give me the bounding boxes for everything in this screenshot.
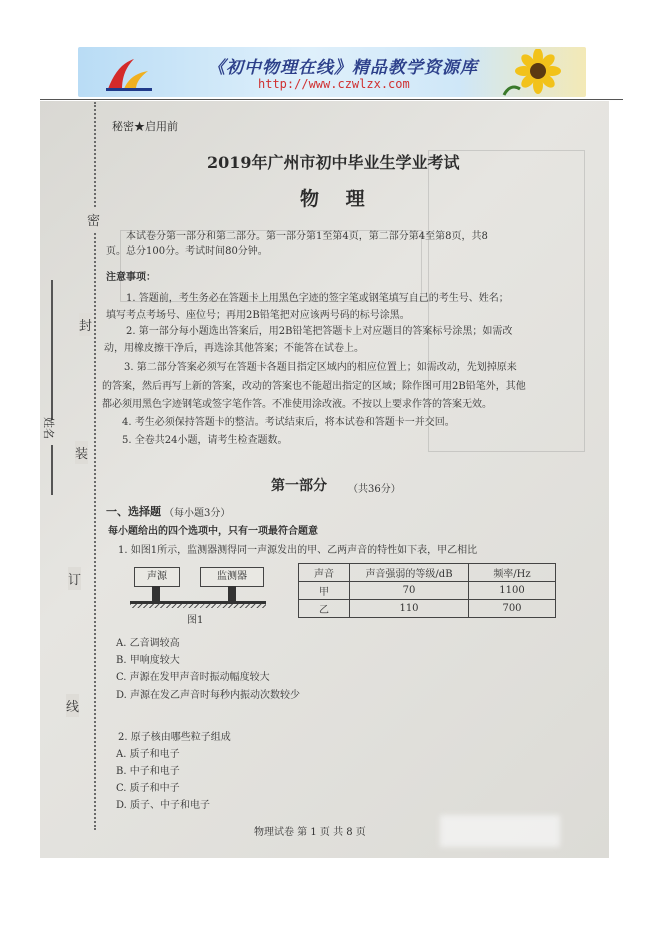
figure-monitor-box: 监测器 [200, 567, 264, 587]
table-header-cell: 声音 [299, 564, 350, 582]
table-row [299, 600, 556, 618]
margin-mi: 密 [87, 208, 100, 231]
note-line: 1. 答题前，考生务必在答题卡上用黑色字迹的签字笔或钢笔填写自己的考生号、姓名； [126, 293, 509, 304]
margin-ding: 订 [68, 567, 81, 590]
q2-option-d: D. 质子、中子和电子 [116, 800, 211, 811]
photo-glare [440, 815, 560, 847]
notes-heading: 注意事项： [106, 272, 156, 283]
secret-label: 秘密★启用前 [112, 120, 178, 133]
q1-stem: 1. 如图1所示，监测器测得同一声源发出的甲、乙两声音的特性如下表，甲乙相比 [118, 545, 478, 556]
table-row [299, 582, 556, 600]
banner-divider [40, 99, 623, 100]
table-header-cell: 频率/Hz [469, 564, 556, 582]
figure-monitor-post [228, 586, 236, 601]
margin-bar [51, 445, 53, 495]
site-banner [78, 47, 586, 97]
q1-data-table [298, 563, 556, 618]
intro-line-1: 本试卷分第一部分和第二部分。第一部分第1至第4页，第二部分第4至第8页，共8 [126, 231, 488, 242]
q1-option-a: A. 乙音调较高 [116, 638, 180, 649]
q2-option-b: B. 中子和电子 [116, 766, 180, 777]
section1-note: （每小题3分） [164, 508, 231, 519]
table-cell: 70 [350, 582, 469, 600]
margin-name-label: 姓名 [42, 417, 55, 439]
q2-option-a: A. 质子和电子 [116, 749, 180, 760]
q1-option-c: C. 声源在发甲声音时振动幅度较大 [116, 672, 270, 683]
figure-source-post [152, 586, 160, 601]
q1-option-b: B. 甲响度较大 [116, 655, 180, 666]
table-cell: 110 [350, 600, 469, 618]
q1-option-d: D. 声源在发乙声音时每秒内振动次数较少 [116, 690, 301, 701]
figure-ground-hatch [130, 604, 266, 608]
q2-option-c: C. 质子和中子 [116, 783, 180, 794]
sunflower-icon [498, 49, 570, 97]
note-line: 5. 全卷共24小题，请考生检查题数。 [122, 435, 288, 446]
exam-title: 2019年广州市初中毕业生学业考试 [207, 153, 460, 172]
banner-url[interactable]: http://www.czwlzx.com [258, 77, 410, 91]
margin-zhuang: 装 [75, 441, 88, 464]
section1-instruction: 每小题给出的四个选项中，只有一项最符合题意 [108, 526, 318, 537]
note-line: 都必须用黑色字迹钢笔或签字笔作答。不准使用涂改液。不按以上要求作答的答案无效。 [102, 399, 492, 410]
margin-bar [51, 280, 53, 420]
note-line: 填写考点考场号、座位号；再用2B铅笔把对应该两号码的标号涂黑。 [106, 310, 410, 321]
part1-title: 第一部分 [271, 478, 327, 494]
banner-title: 《初中物理在线》精品教学资源库 [208, 58, 478, 78]
margin-feng: 封 [79, 313, 92, 336]
figure-source-box: 声源 [134, 567, 180, 587]
note-line: 2. 第一部分每小题选出答案后，用2B铅笔把答题卡上对应题目的答案标号涂黑；如需改 [126, 326, 513, 337]
table-cell: 700 [469, 600, 556, 618]
table-cell: 乙 [299, 600, 350, 618]
margin-xian: 线 [66, 694, 79, 717]
note-line: 动，用橡皮擦干净后，再选涂其他答案；不能答在试卷上。 [104, 343, 364, 354]
site-logo-icon [100, 53, 160, 93]
note-line: 3. 第二部分答案必须写在答题卡各题目指定区域内的相应位置上；如需改动，先划掉原来 [124, 362, 517, 373]
note-line: 4. 考生必须保持答题卡的整洁。考试结束后，将本试卷和答题卡一并交回。 [122, 417, 455, 428]
q2-stem: 2. 原子核由哪些粒子组成 [118, 732, 231, 743]
table-header-row [299, 564, 556, 582]
table-cell: 1100 [469, 582, 556, 600]
subject-title: 物 理 [300, 188, 375, 210]
figure-caption: 图1 [187, 615, 204, 626]
note-line: 的答案，然后再写上新的答案，改动的答案也不能超出指定的区域；除作图可用2B铅笔外，其他 [102, 381, 526, 392]
section1-title: 一、选择题 [106, 505, 161, 518]
intro-line-2: 页。总分100分。考试时间80分钟。 [106, 246, 268, 257]
part1-score: （共36分） [348, 484, 401, 495]
table-cell: 甲 [299, 582, 350, 600]
page-footer: 物理试卷 第 1 页 共 8 页 [254, 827, 366, 838]
table-header-cell: 声音强弱的等级/dB [350, 564, 469, 582]
